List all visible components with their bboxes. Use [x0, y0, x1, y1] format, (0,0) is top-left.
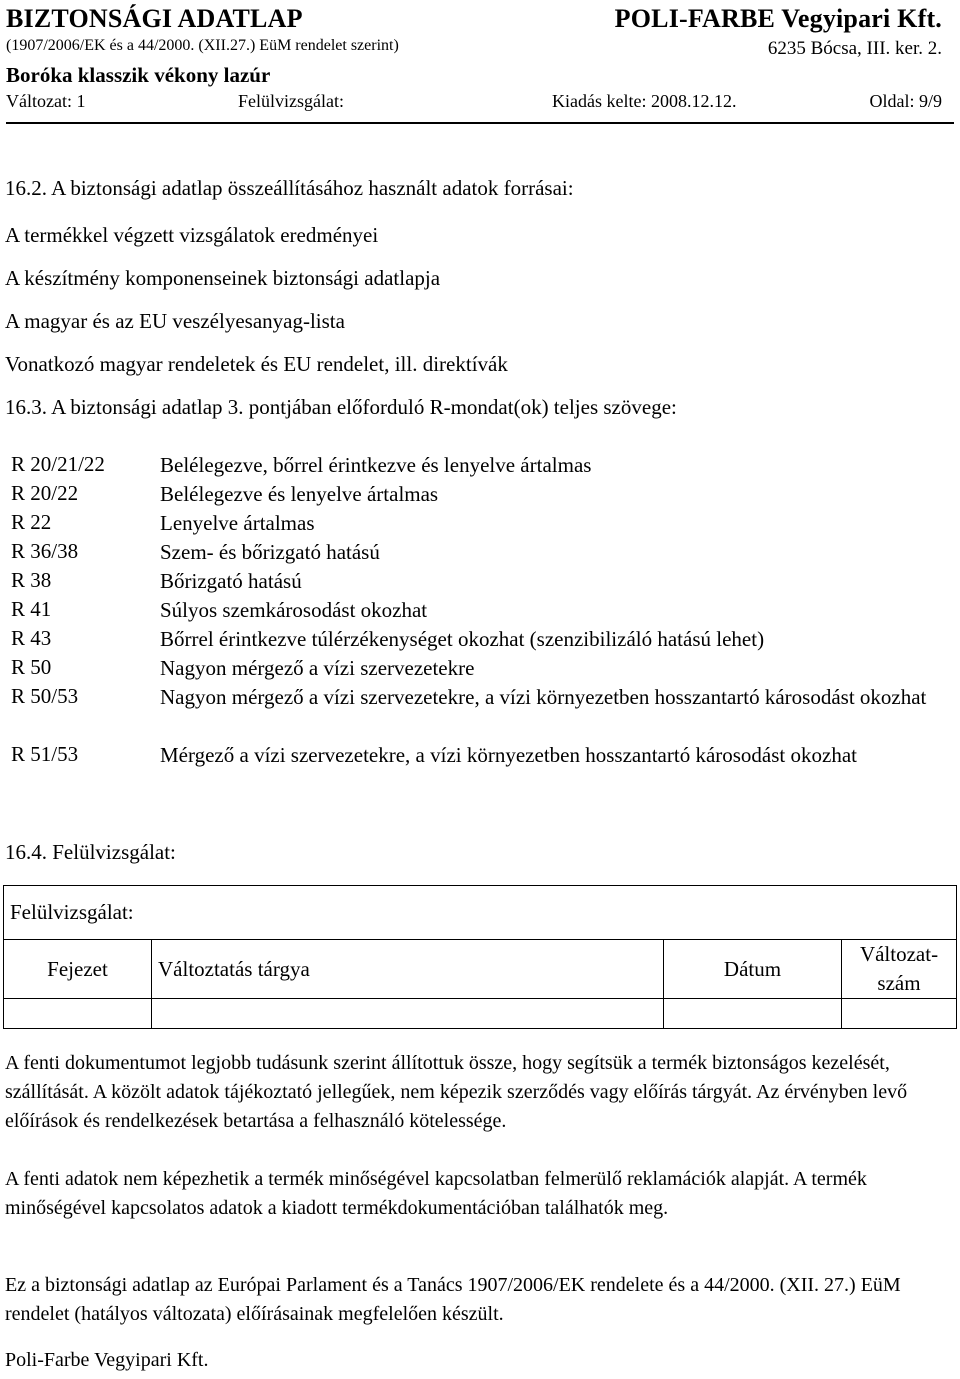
r-phrase-code: R 38	[11, 568, 52, 592]
company-address: 6235 Bócsa, III. ker. 2.	[767, 38, 942, 59]
r-phrase-text: Súlyos szemkárosodást okozhat	[160, 598, 428, 622]
r-phrase-text: Mérgező a vízi szervezetekre, a vízi környezetben hosszantartó károsodást okozhat	[160, 743, 857, 767]
version-label: Változat: 1	[6, 91, 86, 111]
revision-label: Felülvizsgálat:	[238, 91, 344, 111]
r-phrase-text: Belélegezve és lenyelve ártalmas	[160, 482, 439, 506]
document-title: BIZTONSÁGI ADATLAP	[6, 4, 303, 33]
r-phrase-code: R 41	[11, 597, 52, 621]
product-name: Boróka klasszik vékony lazúr	[6, 63, 271, 87]
column-header-chapter: Fejezet	[4, 940, 152, 999]
source-item: A készítmény komponenseinek biztonsági adatlapja	[5, 266, 441, 290]
column-header-version	[842, 940, 957, 999]
table-cell	[842, 999, 957, 1029]
table-cell	[4, 999, 152, 1029]
disclaimer-paragraph: A fenti adatok nem képezhetik a termék minőségével kapcsolatban felmerülő reklamációk alapját. A termék minőségével kapcsolatos adatok a kiadott termékdokumentációban találhatók meg.	[5, 1168, 867, 1219]
table-cell	[664, 999, 842, 1029]
section-16-4-heading: 16.4. Felülvizsgálat:	[5, 840, 176, 864]
section-16-2-heading: 16.2. A biztonsági adatlap összeállításához használt adatok forrásai:	[5, 176, 574, 200]
r-phrase-text: Bőrrel érintkezve túlérzékenységet okozhat (szenzibilizáló hatású lehet)	[160, 627, 765, 651]
r-phrase-text: Nagyon mérgező a vízi szervezetekre	[160, 656, 475, 680]
column-header-subject: Változtatás tárgya	[152, 940, 664, 999]
r-phrase-code: R 43	[11, 626, 52, 650]
disclaimer-paragraph: Ez a biztonsági adatlap az Európai Parlament és a Tanács 1907/2006/EK rendelete és a 44/2000. (XII. 27.) EüM rendelet (hatályos változata) előírásainak megfelelően készült.	[5, 1274, 901, 1325]
company-name: POLI-FARBE Vegyipari Kft.	[614, 4, 942, 33]
disclaimer-paragraph: A fenti dokumentumot legjobb tudásunk szerint állítottuk össze, hogy segítsük a termék biztonságos kezelését, szállítását. A közölt adatok tájékoztató jellegűek, nem képezik szerződés vagy előírás tárgyát. Az érvényben levő előírások és rendelkezések betartása a felhasználó kötelessége.	[5, 1052, 908, 1132]
source-item: A magyar és az EU veszélyesanyag-lista	[5, 309, 345, 333]
signature-company: Poli-Farbe Vegyipari Kft.	[5, 1349, 209, 1371]
header-divider	[6, 122, 954, 124]
r-phrase-code: R 36/38	[11, 539, 79, 563]
regulation-note: (1907/2006/EK és a 44/2000. (XII.27.) EüM rendelet szerint)	[6, 37, 399, 54]
r-phrase-code: R 50	[11, 655, 52, 679]
column-header-version-line: szám	[877, 971, 921, 995]
r-phrase-code: R 20/22	[11, 481, 79, 505]
revision-table-title-text: Felülvizsgálat:	[10, 900, 134, 924]
page-number: Oldal: 9/9	[869, 91, 942, 111]
r-phrase-text: Szem- és bőrizgató hatású	[160, 540, 380, 564]
r-phrase-code: R 50/53	[11, 684, 79, 708]
r-phrase-text: Belélegezve, bőrrel érintkezve és lenyelve ártalmas	[160, 453, 592, 477]
table-cell	[152, 999, 664, 1029]
source-item: Vonatkozó magyar rendeletek és EU rendelet, ill. direktívák	[5, 352, 508, 376]
column-header-version-line: Változat-	[859, 942, 939, 966]
source-item: A termékkel végzett vizsgálatok eredményei	[5, 223, 379, 247]
r-phrase-text: Lenyelve ártalmas	[160, 511, 315, 535]
column-header-date: Dátum	[664, 940, 842, 999]
revision-table	[3, 885, 957, 1029]
r-phrase-code: R 51/53	[11, 742, 79, 766]
r-phrase-code: R 20/21/22	[11, 452, 105, 476]
r-phrase-code: R 22	[11, 510, 52, 534]
section-16-3-heading: 16.3. A biztonsági adatlap 3. pontjában előforduló R-mondat(ok) teljes szövege:	[5, 395, 677, 419]
r-phrase-text: Bőrizgató hatású	[160, 569, 302, 593]
r-phrase-text: Nagyon mérgező a vízi szervezetekre, a vízi környezetben hosszantartó károsodást okozhat	[160, 685, 927, 709]
issue-date: Kiadás kelte: 2008.12.12.	[552, 91, 737, 111]
revision-table-title	[4, 886, 957, 940]
